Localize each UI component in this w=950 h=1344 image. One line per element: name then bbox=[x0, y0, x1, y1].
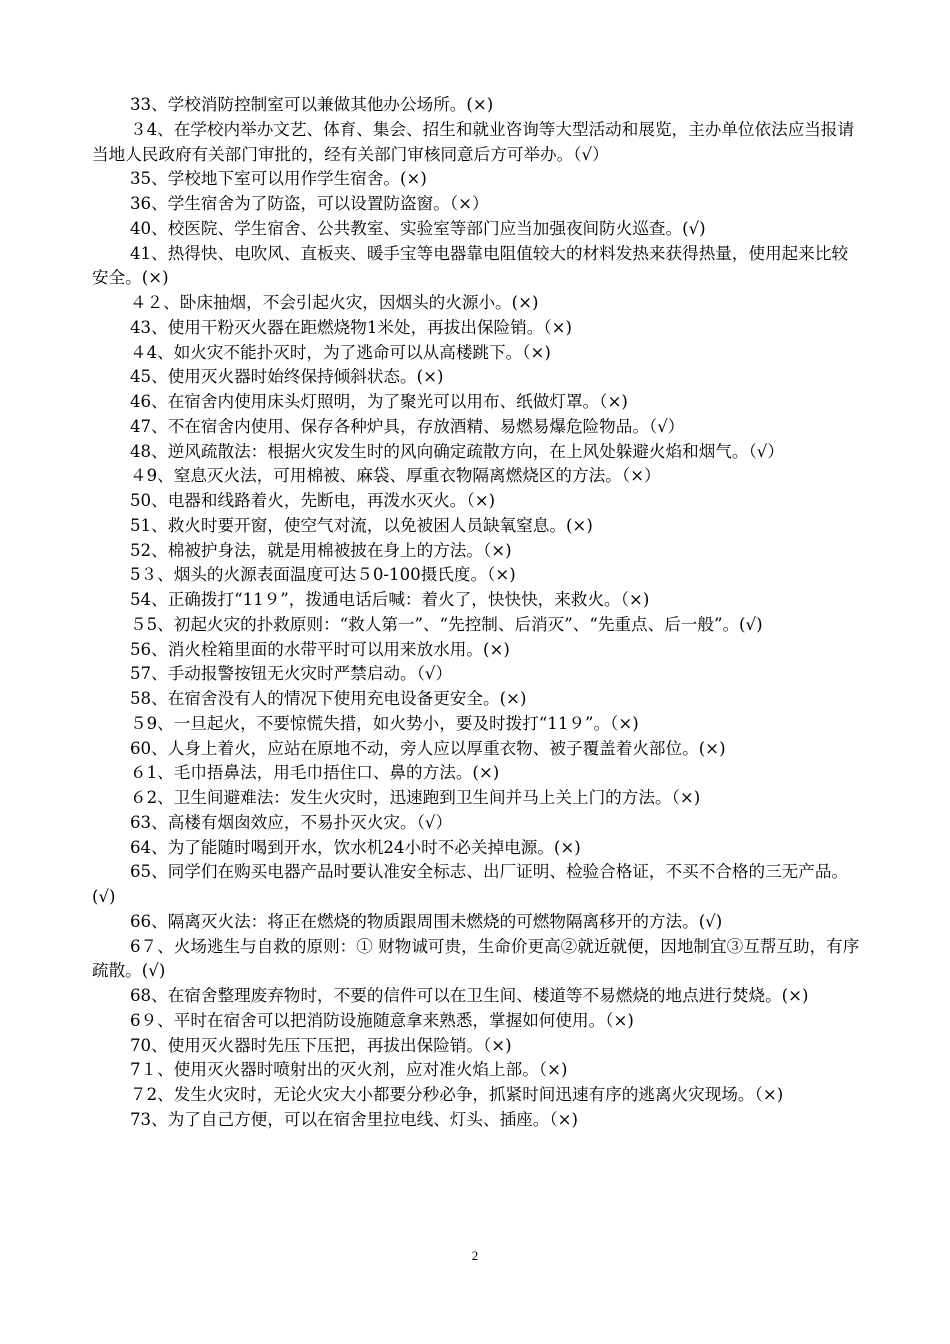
question-64: 64、为了能随时喝到开水，饮水机24小时不必关掉电源。(×) bbox=[130, 837, 581, 857]
question-70: 70、使用灭火器时先压下压把，再拔出保险销。（×) bbox=[130, 1035, 512, 1055]
question-67: 6７、火场逃生与自救的原则：① 财物诚可贵，生命价更高②就近就便，因地制宜③互帮互助，有序疏散。(√) bbox=[92, 936, 860, 981]
question-69: 6９、平时在宿舍可以把消防设施随意拿来熟悉，掌握如何使用。（×) bbox=[130, 1010, 634, 1030]
question-51: 51、救火时要开窗，使空气对流，以免被困人员缺氧窒息。(×) bbox=[130, 515, 593, 535]
question-45: 45、使用灭火器时始终保持倾斜状态。(×) bbox=[130, 367, 444, 387]
question-35: 35、学校地下室可以用作学生宿舍。(×) bbox=[130, 169, 427, 189]
question-44: ４4、如火灾不能扑灭时，为了逃命可以从高楼跳下。（×) bbox=[130, 342, 551, 362]
question-59: ５9、一旦起火，不要惊慌失措，如火势小，要及时拨打“11９”。（×) bbox=[130, 713, 639, 733]
question-49: ４9、窒息灭火法，可用棉被、麻袋、厚重衣物隔离燃烧区的方法。（×） bbox=[130, 466, 661, 486]
question-54: 54、正确拨打“11９”，拨通电话后喊：着火了，快快快，来救火。（×) bbox=[130, 590, 650, 609]
page-number: 2 bbox=[471, 1248, 479, 1263]
question-36: 36、学生宿舍为了防盗，可以设置防盗窗。（×） bbox=[130, 194, 489, 213]
document-body bbox=[92, 93, 862, 1133]
question-73: 73、为了自己方便，可以在宿舍里拉电线、灯头、插座。（×) bbox=[130, 1109, 579, 1129]
question-34: ３4、在学校内举办文艺、体育、集会、招生和就业咨询等大型活动和展览，主办单位依法应当报请当地人民政府有关部门审批的，经有关部门审核同意后方可举办。（√） bbox=[92, 119, 855, 164]
question-68: 68、在宿舍整理废弃物时，不要的信件可以在卫生间、楼道等不易燃烧的地点进行焚烧。(×) bbox=[130, 986, 809, 1005]
question-50: 50、电器和线路着火，先断电，再泼水灭火。（×) bbox=[130, 491, 496, 510]
question-46: 46、在宿舍内使用床头灯照明，为了聚光可以用布、纸做灯罩。（×) bbox=[130, 392, 628, 411]
question-71: 7１、使用灭火器时喷射出的灭火剂，应对准火焰上部。（×) bbox=[130, 1060, 568, 1080]
question-43: 43、使用干粉灭火器在距燃烧物1米处，再拔出保险销。（×) bbox=[130, 317, 572, 337]
question-72: ７2、发生火灾时，无论火灾大小都要分秒必争，抓紧时间迅速有序的逃离火灾现场。（×) bbox=[130, 1085, 784, 1104]
question-58: 58、在宿舍没有人的情况下使用充电设备更安全。(×) bbox=[130, 689, 527, 708]
question-48: 48、逆风疏散法：根据火灾发生时的风向确定疏散方向，在上风处躲避火焰和烟气。（√） bbox=[130, 441, 784, 461]
question-61: ６1、毛巾捂鼻法，用毛巾捂住口、鼻的方法。(×) bbox=[130, 763, 500, 783]
question-52: 52、棉被护身法，就是用棉被披在身上的方法。（×) bbox=[130, 540, 512, 560]
question-53: 5３、烟头的火源表面温度可达５0-100摄氏度。（×) bbox=[130, 565, 516, 585]
question-41: 41、热得快、电吹风、直板夹、暖手宝等电器靠电阻值较大的材料发热来获得热量，使用起来比较安全。(×) bbox=[92, 243, 849, 288]
question-57: 57、手动报警按钮无火灾时严禁启动。（√） bbox=[130, 664, 453, 684]
question-47: 47、不在宿舍内使用、保存各种炉具，存放酒精、易燃易爆危险物品。（√） bbox=[130, 416, 685, 436]
question-62: ６2、卫生间避难法：发生火灾时，迅速跑到卫生间并马上关上门的方法。（×) bbox=[130, 788, 701, 807]
question-66: 66、隔离灭火法：将正在燃烧的物质跟周围未燃烧的可燃物隔离移开的方法。(√) bbox=[130, 911, 723, 931]
question-42: ４２、卧床抽烟，不会引起火灾，因烟头的火源小。(×) bbox=[130, 293, 539, 312]
question-65: 65、同学们在购买电器产品时要认准安全标志、出厂证明、检验合格证，不买不合格的三无产品。(√) bbox=[92, 862, 849, 906]
question-33: 33、学校消防控制室可以兼做其他办公场所。(×) bbox=[130, 95, 494, 114]
question-55: ５5、初起火灾的扑救原则：“救人第一”、“先控制、后消灭”、“先重点、后一般”。(√) bbox=[130, 614, 763, 634]
question-40: 40、校医院、学生宿舍、公共教室、实验室等部门应当加强夜间防火巡查。(√) bbox=[130, 218, 706, 238]
question-56: 56、消火栓箱里面的水带平时可以用来放水用。(×) bbox=[130, 639, 510, 659]
question-60: 60、人身上着火，应站在原地不动，旁人应以厚重衣物、被子覆盖着火部位。(×) bbox=[130, 738, 726, 758]
question-63: 63、高楼有烟囱效应，不易扑灭火灾。（√） bbox=[130, 812, 453, 832]
